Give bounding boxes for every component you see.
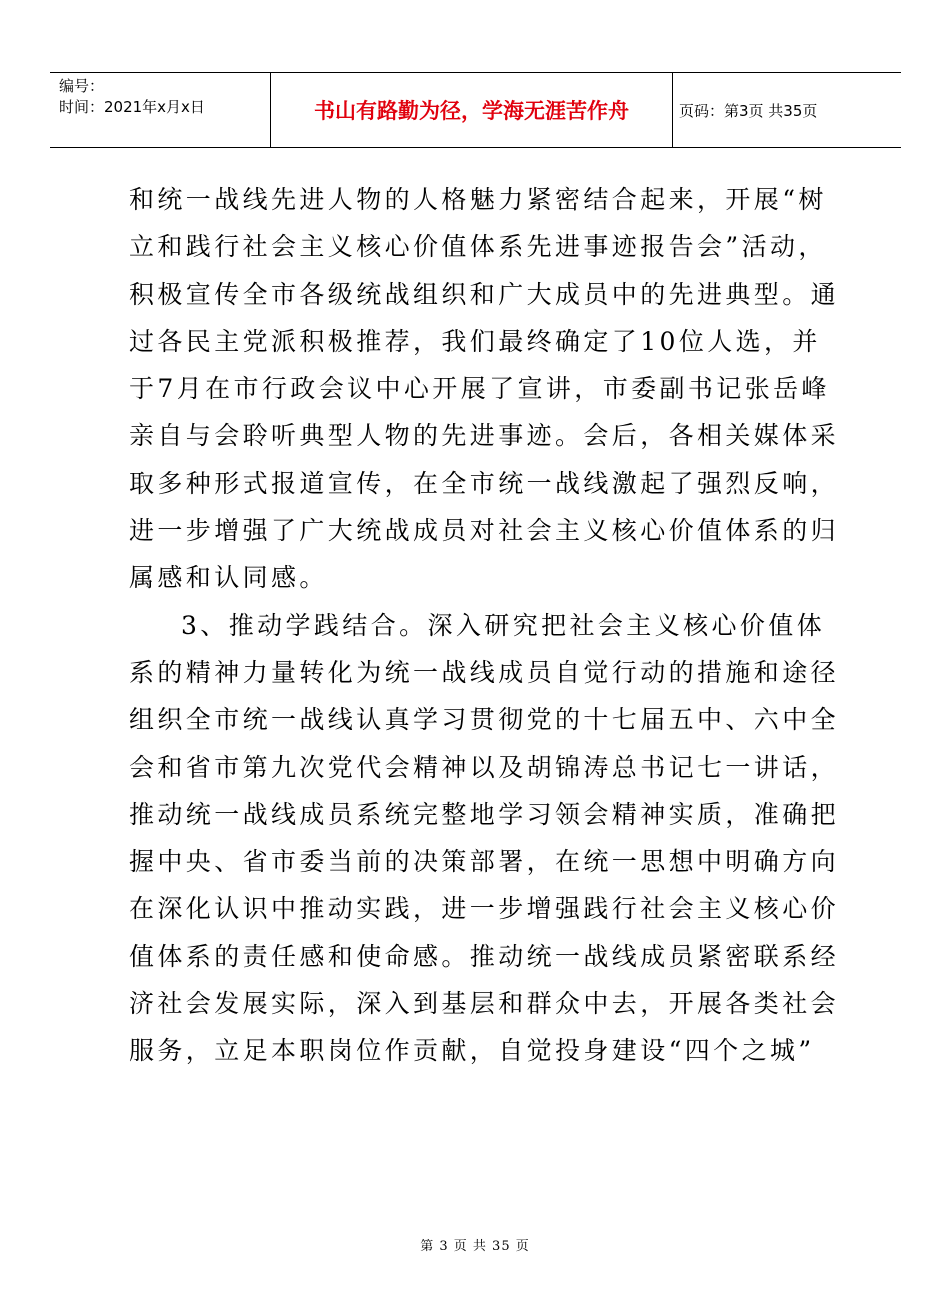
body-line: 过各民主党派积极推荐，我们最终确定了10位人选，并 [129, 326, 821, 356]
body-line-section-start: 3、推动学践结合。深入研究把社会主义核心价值体 [181, 610, 826, 640]
body-line: 取多种形式报道宣传，在全市统一战线激起了强烈反响， [129, 468, 840, 498]
body-line: 立和践行社会主义核心价值体系先进事迹报告会”活动， [129, 232, 827, 262]
body-line: 会和省市第九次党代会精神以及胡锦涛总书记七一讲话， [129, 752, 840, 782]
document-number-label: 编号： [59, 77, 105, 95]
body-text [129, 176, 840, 1075]
header-page-code: 页码：第3页 共35页 [679, 101, 818, 120]
body-line: 推动统一战线成员系统完整地学习领会精神实质，准确把 [129, 799, 840, 829]
body-line: 于7月在市行政会议中心开展了宣讲，市委副书记张岳峰 [129, 374, 830, 404]
body-line: 积极宣传全市各级统战组织和广大成员中的先进典型。通 [129, 279, 840, 309]
body-line: 济社会发展实际，深入到基层和群众中去，开展各类社会 [129, 989, 840, 1019]
footer-page-number: 第 3 页 共 35 页 [420, 1239, 530, 1254]
header-meta [50, 73, 270, 147]
body-line: 值体系的责任感和使命感。推动统一战线成员紧密联系经 [129, 941, 840, 971]
body-line: 亲自与会聆听典型人物的先进事迹。会后，各相关媒体采 [129, 421, 840, 451]
body-line: 服务，立足本职岗位作贡献，自觉投身建设“四个之城” [129, 1036, 815, 1066]
body-line: 和统一战线先进人物的人格魅力紧密结合起来，开展“树 [129, 185, 827, 214]
header-motto: 书山有路勤为径，学海无涯苦作舟 [314, 99, 629, 123]
body-line: 进一步增强了广大统战成员对社会主义核心价值体系的归 [129, 516, 840, 546]
body-line: 属感和认同感。 [129, 563, 328, 593]
body-line: 在深化认识中推动实践，进一步增强践行社会主义核心价 [129, 894, 840, 924]
document-time-label: 时间：2021年x月x日 [59, 98, 205, 116]
body-line: 系的精神力量转化为统一战线成员自觉行动的措施和途径 [129, 657, 840, 687]
header-table [50, 72, 901, 148]
body-line: 握中央、省市委当前的决策部署，在统一思想中明确方向 [129, 847, 840, 877]
body-line: 组织全市统一战线认真学习贯彻党的十七届五中、六中全 [129, 705, 840, 735]
